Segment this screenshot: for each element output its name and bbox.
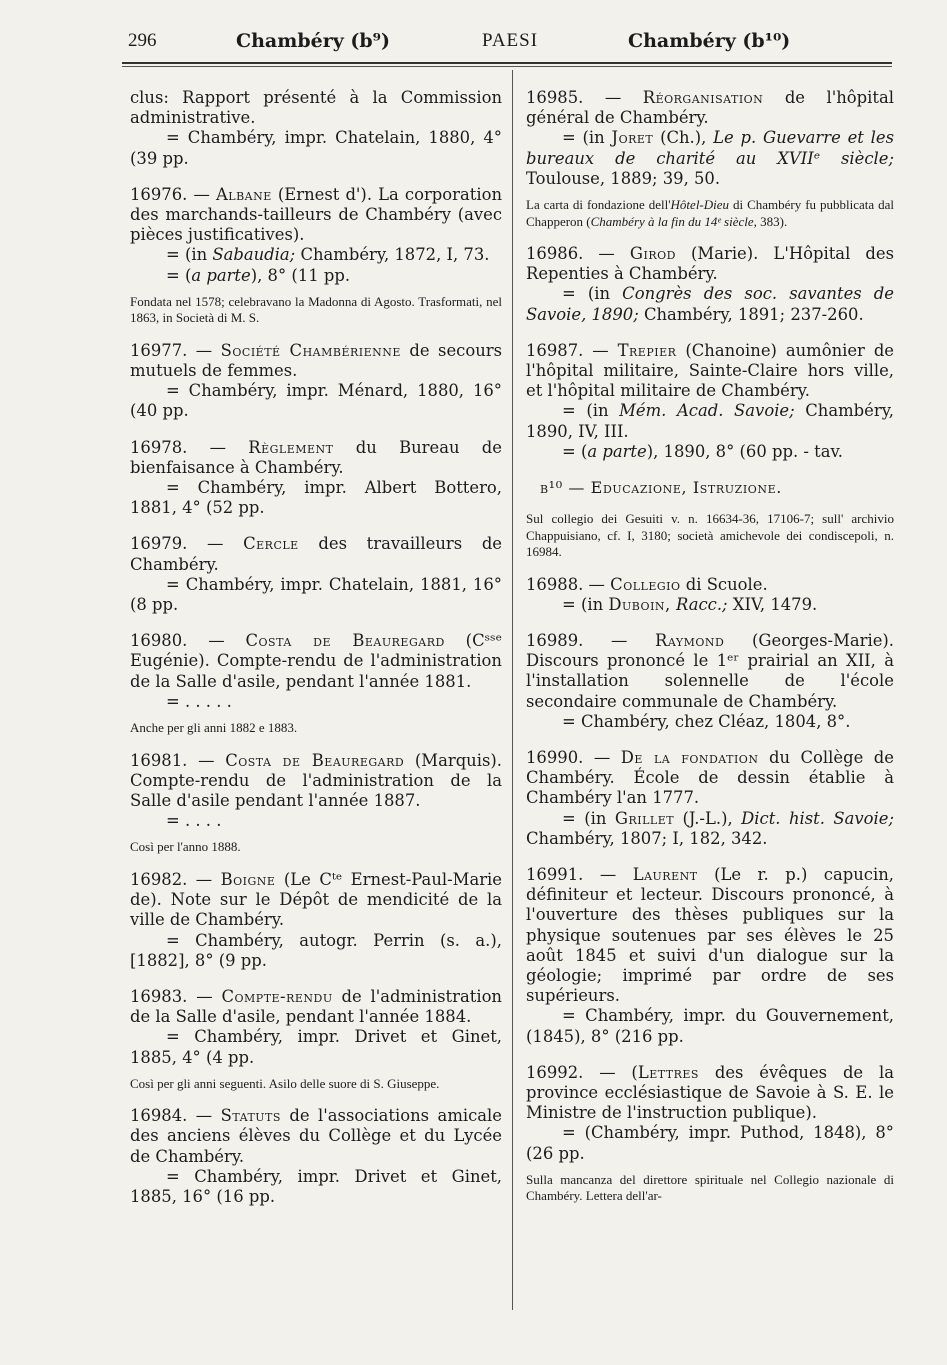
right-running-title: Chambéry (b¹⁰): [628, 30, 791, 52]
entry-16980: 16980. — Costa de Beauregard (Cˢˢᵉ Eugénie). Compte-rendu de l'administration de la Salle d'asile, pendant l'année 1881. = . . . . .: [130, 631, 502, 711]
entry-16979: 16979. — Cercle des travailleurs de Chambéry. = Chambéry, impr. Chatelain, 1881, 16° (8 pp.: [130, 534, 503, 615]
entry-16990: 16990. — De la fondation du Collège de Chambéry. École de dessin établie à Chambéry l'an 1777. = (in Grillet (J.-L.), Dict. hist. Savoie; Chambéry, 1807; I, 182, 342.: [526, 747, 895, 848]
entry-16982: 16982. — Boigne (Le Cᵗᵉ Ernest-Paul-Marie de). Note sur le Dépôt de mendicité de la ville de Chambéry. = Chambéry, autogr. Perrin (s. a.), [1882], 8° (9 pp.: [130, 869, 502, 970]
entry-16977: 16977. — Société Chambérienne de secours mutuels de femmes. = Chambéry, impr. Ménard, 1880, 16° (40 pp.: [130, 340, 502, 421]
page-header: [128, 30, 892, 62]
entry-16989: 16989. — Raymond (Georges-Marie). Discours prononcé le 1ᵉʳ prairial an XII, à l'installation solennelle de l'école secondaire communale de Chambéry. = Chambéry, chez Cléaz, 1804, 8°.: [526, 630, 895, 731]
entry-16991: 16991. — Laurent (Le r. p.) capucin, définiteur et lecteur. Discours prononcé, à l'ouverture des thèses publiques sur la physique soutenues par ses élèves le 25 août 1845 et suivi d'un dialogue sur la géologie; imprimé par ordre de ses supérieurs. = Chambéry, impr. du Gouvernement, (1845), 8° (216 pp.: [526, 864, 894, 1046]
entry-16984: 16984. — Statuts de l'associations amicale des anciens élèves du Collège et du Lycée de Chambéry. = Chambéry, impr. Drivet et Ginet, 1885, 16° (16 pp.: [130, 1106, 502, 1207]
entry-16986: 16986. — Girod (Marie). L'Hôpital des Repenties à Chambéry. = (in Congrès des soc. savantes de Savoie, 1890; Chambéry, 1891; 237-260.: [526, 244, 894, 324]
entry-16985: 16985. — Réorganisation de l'hôpital général de Chambéry. = (in Joret (Ch.), Le p. Guevarre et les bureaux de charité au XVIIᵉ siècle; Toulouse, 1889; 39, 50.: [526, 88, 894, 188]
header-rule: [122, 62, 892, 64]
note-16980: Anche per gli anni 1882 e 1883.: [130, 720, 298, 736]
header-rule-thin: [122, 66, 892, 67]
section-heading: b¹⁰ — Educazione, Istruzione.: [540, 478, 782, 498]
entry-16983: 16983. — Compte-rendu de l'administration de la Salle d'asile, pendant l'année 1884. = Chambéry, impr. Drivet et Ginet, 1885, 4° (4 pp.: [130, 986, 502, 1067]
note-16983: Così per gli anni seguenti. Asilo delle suore di S. Giuseppe.: [130, 1075, 440, 1091]
note-16985: La carta di fondazione dell'Hôtel-Dieu di Chambéry fu pubblicata dal Chapperon (Chambéry à la fin du 14ᵉ siècle, 383).: [526, 197, 894, 229]
center-running-title: PAESI: [482, 30, 539, 51]
right-column: [526, 88, 894, 1219]
left-column: [130, 88, 502, 1223]
note-16981: Così per l'anno 1888.: [130, 839, 241, 855]
entry-16981: 16981. — Costa de Beauregard (Marquis). Compte-rendu de l'administration de la Salle d'asile pendant l'année 1887. = . . . .: [130, 750, 502, 831]
note-16992: Sulla mancanza del direttore spirituale nel Collegio nazionale di Chambéry. Lettera dell'ar-: [526, 1171, 894, 1204]
entry-16992: 16992. — (Lettres des évêques de la province ecclésiastique de Savoie à S. E. le Ministre de l'instruction publique). = (Chambéry, impr. Puthod, 1848), 8° (26 pp.: [526, 1062, 894, 1163]
column-divider: [512, 70, 513, 1310]
section-note: Sul collegio dei Gesuiti v. n. 16634-36, 17106-7; sull' archivio Chappuisiano, cf. I, 3180; società amichevole dei condiscepoli, n. 16984.: [526, 511, 894, 560]
left-running-title: Chambéry (b⁹): [236, 30, 390, 52]
entry-continued: clus: Rapport présenté à la Commission administrative. = Chambéry, impr. Chatelain, 1880, 4° (39 pp.: [130, 88, 502, 168]
entry-16988: 16988. — Collegio di Scuole. = (in Duboin, Racc.; XIV, 1479.: [526, 574, 818, 614]
page-number: 296: [128, 30, 157, 51]
entry-16987: 16987. — Trepier (Chanoine) aumônier de l'hôpital militaire, Sainte-Claire hors ville, et l'hôpital militaire de Chambéry. = (in Mém. Acad. Savoie; Chambéry, 1890, IV, III. = (a parte), 1890, 8° (60 pp. - tav.: [526, 340, 895, 461]
note-16976: Fondata nel 1578; celebravano la Madonna di Agosto. Trasformati, nel 1863, in Società di M. S.: [130, 293, 502, 326]
entry-16976: 16976. — Albane (Ernest d'). La corporation des marchands-tailleurs de Chambéry (avec pièces justificatives). = (in Sabaudia; Chambéry, 1872, I, 73. = (a parte), 8° (11 pp.: [130, 184, 502, 285]
entry-16978: 16978. — Règlement du Bureau de bienfaisance à Chambéry. = Chambéry, impr. Albert Bottero, 1881, 4° (52 pp.: [130, 437, 502, 518]
